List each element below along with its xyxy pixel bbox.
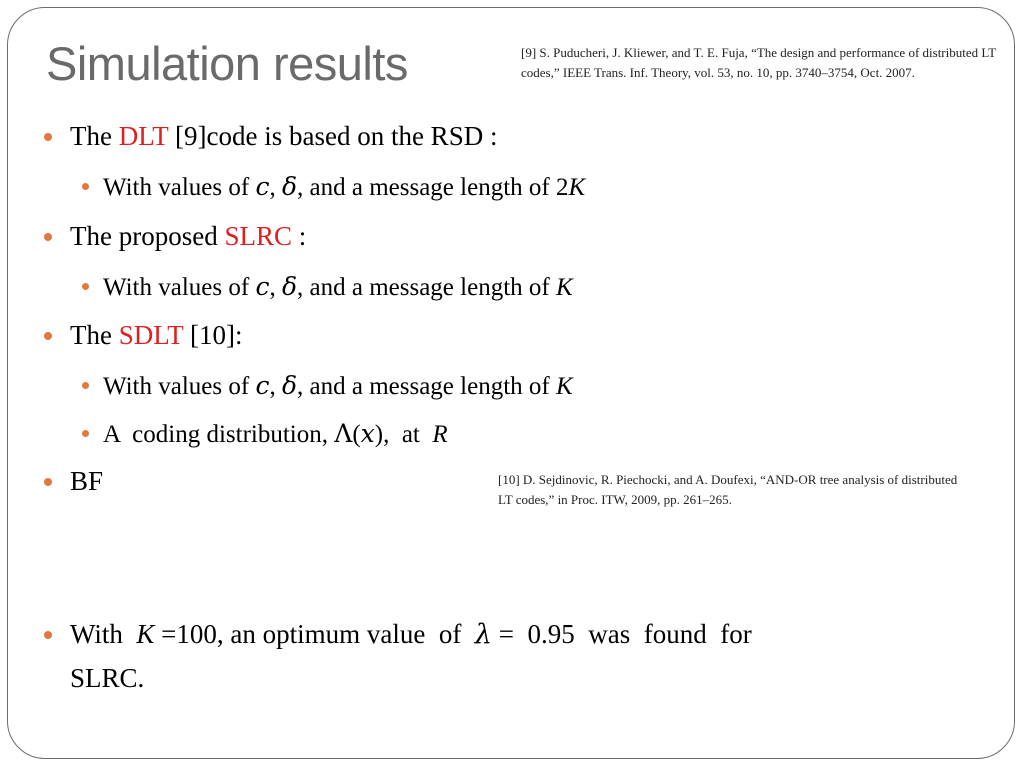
sub-bullet-sdlt-values: With values of c, δ, and a message length of K bbox=[103, 371, 573, 401]
bullet-optimum-line2: SLRC. bbox=[70, 663, 145, 693]
bullet-dot-icon bbox=[82, 183, 89, 190]
bullet-dot-icon bbox=[82, 283, 89, 290]
bullet-dot-icon bbox=[44, 478, 52, 486]
bullet-dot-icon bbox=[44, 233, 52, 241]
reference-9: [9] S. Puducheri, J. Kliewer, and T. E. Fuja, “The design and performance of distributed LT codes,” IEEE Trans. Inf. Theory, vol. 53, no. 10, pp. 3740–3754, Oct. 2007. bbox=[521, 45, 996, 80]
bullet-dot-icon bbox=[82, 382, 89, 389]
bullet-dot-icon bbox=[44, 133, 52, 141]
highlight-sdlt: SDLT bbox=[118, 320, 184, 350]
sub-bullet-sdlt-distribution: A coding distribution, Λ(x), at R bbox=[103, 419, 448, 449]
bullet-optimum: With K =100, an optimum value of λ = 0.95 was found for bbox=[70, 619, 752, 650]
bullet-dot-icon bbox=[82, 430, 89, 437]
bullet-slrc: The proposed SLRC : bbox=[70, 221, 306, 252]
bullet-dot-icon bbox=[44, 631, 52, 639]
bullet-dlt: The DLT [9]code is based on the RSD : bbox=[70, 121, 497, 152]
highlight-dlt: DLT bbox=[118, 121, 169, 151]
sub-bullet-slrc-values: With values of c, δ, and a message length of K bbox=[103, 272, 573, 302]
sub-bullet-dlt-values: With values of c, δ, and a message length of 2K bbox=[103, 172, 585, 202]
reference-10: [10] D. Sejdinovic, R. Piechocki, and A. Doufexi, “AND-OR tree analysis of distributed LT codes,” in Proc. ITW, 2009, pp. 261–265. bbox=[498, 472, 958, 507]
bullet-sdlt: The SDLT [10]: bbox=[70, 320, 243, 351]
bullet-dot-icon bbox=[44, 332, 52, 340]
highlight-slrc: SLRC bbox=[224, 221, 292, 251]
slide-title: Simulation results bbox=[46, 37, 408, 90]
bullet-bf: BF bbox=[70, 466, 103, 497]
